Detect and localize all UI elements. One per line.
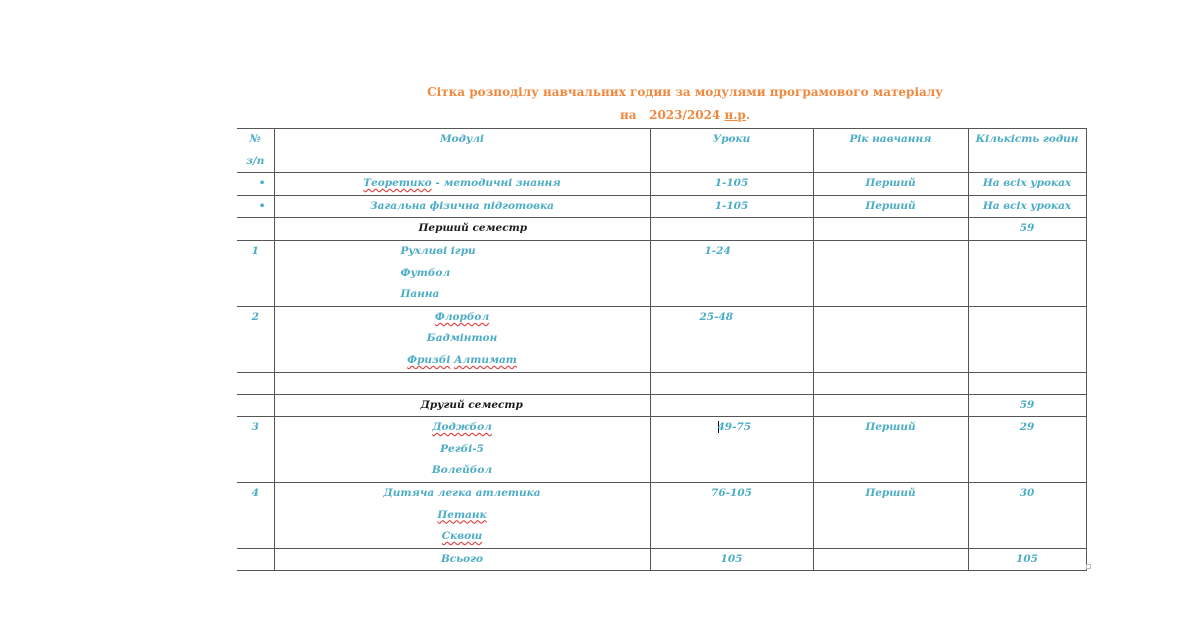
lessons-text: 49-75 [717,421,752,434]
lessons-cell: 25-48 [650,306,813,372]
bullet-icon: • [258,177,266,190]
empty-cell [813,240,968,306]
header-year: Рік навчання [813,129,968,173]
empty-cell [237,218,274,241]
lessons-cell[interactable] [650,417,813,483]
hours-cell: 30 [968,482,1086,548]
hours-cell: На всіх уроках [968,195,1086,218]
empty-cell [650,218,813,241]
module-item: Футбол [400,266,451,279]
module-item: Дитяча легка атлетика [383,486,541,499]
bullet-cell [237,173,274,196]
bullet-icon: • [258,199,266,212]
header-num: № з/п [237,129,274,173]
empty-row [237,372,1086,394]
table-row [237,240,1086,306]
module-cell: Загальна фізична підготовка [274,195,650,218]
table-header-row [237,129,1086,173]
empty-cell [237,394,274,417]
document-title: Сітка розподілу навчальних годин за модулями програмового матеріалу [427,85,943,99]
row-num: 3 [237,417,274,483]
lessons-cell: 76-105 [650,482,813,548]
semester-label: Перший семестр [274,218,650,241]
misspelled-word: Флорбол [434,310,490,323]
module-cell [274,240,650,306]
module-item [275,526,650,548]
misspelled-word: Петанк [437,508,487,521]
misspelled-word: Алтимат [453,353,517,366]
empty-cell [813,372,968,394]
table-row [237,482,1086,548]
semester-hours: 59 [968,218,1086,241]
subtitle-abbr: н.р [724,108,746,122]
total-label: Всього [274,548,650,571]
year-cell: Перший [813,195,968,218]
module-cell [274,306,650,372]
lessons-cell: 1-105 [650,195,813,218]
year-cell: Перший [813,417,968,483]
header-hours: Кількість годин [968,129,1086,173]
module-item: Бадмінтон [426,332,498,345]
table-row [237,173,1086,196]
table-row [237,417,1086,483]
module-cell [274,482,650,548]
table-resize-handle[interactable] [1086,564,1091,569]
misspelled-word: Доджбол [432,421,492,434]
semester-label: Другий семестр [274,394,650,417]
subtitle-year: на 2023/2024 [620,108,725,122]
empty-cell [813,306,968,372]
hours-distribution-table [237,128,1087,571]
semester-row [237,394,1086,417]
semester-hours: 59 [968,394,1086,417]
empty-cell [813,218,968,241]
header-modules: Модулі [274,129,650,173]
module-item: Рухливі ігри [400,244,476,257]
misspelled-word: Теоретико [363,177,432,190]
row-num: 2 [237,306,274,372]
year-cell: Перший [813,482,968,548]
module-item [275,505,650,527]
misspelled-word: Сквош [441,530,483,543]
module-cell [274,417,650,483]
module-item: Регбі-5 [440,442,484,455]
hours-cell: 29 [968,417,1086,483]
total-hours: 105 [968,548,1086,571]
empty-cell [274,372,650,394]
empty-cell [813,548,968,571]
module-item [275,307,650,329]
module-item [275,417,650,439]
empty-cell [650,372,813,394]
module-item: Волейбол [431,464,493,477]
header-lessons: Уроки [650,129,813,173]
table-row [237,306,1086,372]
module-cell [274,173,650,196]
total-row [237,548,1086,571]
empty-cell [650,394,813,417]
year-cell: Перший [813,173,968,196]
empty-cell [237,372,274,394]
lessons-cell: 1-105 [650,173,813,196]
hours-cell: На всіх уроках [968,173,1086,196]
semester-row [237,218,1086,241]
row-num: 4 [237,482,274,548]
row-num: 1 [237,240,274,306]
empty-cell [237,548,274,571]
table-row [237,195,1086,218]
empty-cell [968,306,1086,372]
lessons-cell: 1-24 [650,240,813,306]
subtitle-suffix: . [745,108,750,122]
module-item: Панна [400,288,440,301]
empty-cell [813,394,968,417]
document-subtitle [0,108,1200,122]
total-lessons: 105 [650,548,813,571]
module-text: - методичні знання [431,177,561,190]
module-item [275,350,650,372]
empty-cell [968,240,1086,306]
misspelled-word: Фризбі [407,353,451,366]
empty-cell [968,372,1086,394]
bullet-cell [237,195,274,218]
